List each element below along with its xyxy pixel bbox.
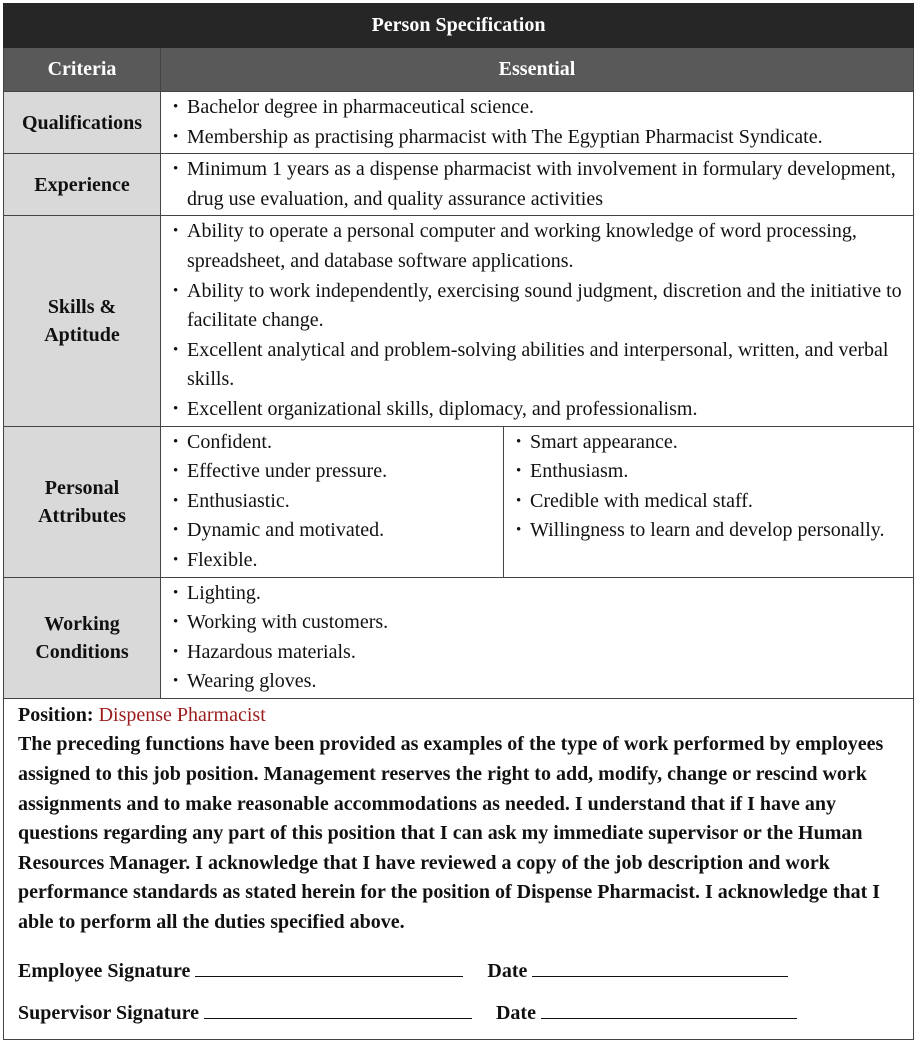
skills-cell bbox=[161, 216, 914, 426]
working-conditions-cell bbox=[161, 577, 914, 698]
skills-list bbox=[173, 217, 905, 424]
personal-attributes-right-list bbox=[516, 428, 905, 546]
acknowledgement-paragraph: The preceding functions have been provided as examples of the type of work performed by employees assigned to this job position. Management reserves the right to add, modify, change or rescind work assignments and to make reasonable accommodations as needed. I understand that if I have any questions regarding any part of this position that I can ask my immediate supervisor or the Human Resources Manager. I acknowledge that I have reviewed a copy of the job description and work performance standards as stated herein for the position of Dispense Pharmacist. I acknowledge that I able to perform all the duties specified above. bbox=[18, 733, 884, 934]
personal-attributes-right-cell bbox=[504, 426, 914, 577]
specification-table bbox=[3, 3, 914, 1040]
supervisor-signature-field[interactable] bbox=[204, 998, 472, 1019]
personal-attributes-left-cell bbox=[161, 426, 504, 577]
employee-date-field[interactable] bbox=[532, 956, 788, 977]
list-item: • Flexible. bbox=[173, 546, 495, 576]
personal-attributes-row bbox=[4, 426, 914, 577]
person-specification-document bbox=[3, 3, 913, 1040]
criteria-header: Criteria bbox=[4, 48, 161, 92]
skills-label-line2: Aptitude bbox=[44, 323, 120, 346]
document-title: Person Specification bbox=[4, 4, 914, 48]
list-item: • Willingness to learn and develop personally. bbox=[516, 516, 905, 546]
supervisor-signature-label: Supervisor Signature bbox=[18, 1002, 199, 1025]
employee-signature-label: Employee Signature bbox=[18, 959, 191, 982]
position-value: Dispense Pharmacist bbox=[98, 703, 266, 726]
working-conditions-row bbox=[4, 577, 914, 698]
position-line bbox=[18, 701, 899, 731]
qualifications-label: Qualifications bbox=[4, 92, 161, 154]
skills-row bbox=[4, 216, 914, 426]
list-item: • Ability to work independently, exercising sound judgment, discretion and the initiative to facilitate change. bbox=[173, 277, 905, 336]
supervisor-date-field[interactable] bbox=[541, 998, 797, 1019]
experience-cell bbox=[161, 154, 914, 216]
personal-attributes-label bbox=[4, 426, 161, 577]
list-item: • Excellent analytical and problem-solving abilities and interpersonal, written, and verbal skills. bbox=[173, 336, 905, 395]
experience-list bbox=[173, 155, 905, 214]
list-item: • Enthusiasm. bbox=[516, 457, 905, 487]
working-label-line1: Working bbox=[44, 612, 120, 635]
list-item: • Confident. bbox=[173, 428, 495, 458]
list-item: • Excellent organizational skills, diplomacy, and professionalism. bbox=[173, 395, 905, 425]
list-item: • Smart appearance. bbox=[516, 428, 905, 458]
list-item: • Ability to operate a personal computer and working knowledge of word processing, spreadsheet, and database software applications. bbox=[173, 217, 905, 276]
acknowledgement-cell bbox=[4, 698, 914, 1039]
employee-date-label: Date bbox=[487, 959, 528, 982]
personal-attributes-left-list bbox=[173, 428, 495, 576]
skills-label bbox=[4, 216, 161, 426]
working-conditions-label bbox=[4, 577, 161, 698]
list-item: • Credible with medical staff. bbox=[516, 487, 905, 517]
employee-signature-field[interactable] bbox=[195, 956, 463, 977]
experience-label: Experience bbox=[4, 154, 161, 216]
list-item: • Bachelor degree in pharmaceutical science. bbox=[173, 93, 905, 123]
qualifications-list bbox=[173, 93, 905, 152]
position-label: Position: bbox=[18, 703, 94, 726]
list-item: • Hazardous materials. bbox=[173, 638, 905, 668]
working-conditions-list bbox=[173, 579, 905, 697]
acknowledgement-row bbox=[4, 698, 914, 1039]
list-item: • Lighting. bbox=[173, 579, 905, 609]
skills-label-line1: Skills & bbox=[47, 295, 117, 318]
employee-signature-row bbox=[18, 956, 899, 987]
experience-row bbox=[4, 154, 914, 216]
qualifications-row bbox=[4, 92, 914, 154]
list-item: • Membership as practising pharmacist with The Egyptian Pharmacist Syndicate. bbox=[173, 123, 905, 153]
list-item: • Enthusiastic. bbox=[173, 487, 495, 517]
personal-label-line1: Personal bbox=[44, 476, 120, 499]
essential-header: Essential bbox=[161, 48, 914, 92]
supervisor-signature-row bbox=[18, 998, 899, 1029]
list-item: • Working with customers. bbox=[173, 608, 905, 638]
list-item: • Effective under pressure. bbox=[173, 457, 495, 487]
qualifications-cell bbox=[161, 92, 914, 154]
list-item: • Minimum 1 years as a dispense pharmacist with involvement in formulary development, drug use evaluation, and quality assurance activities bbox=[173, 155, 905, 214]
supervisor-date-label: Date bbox=[495, 1002, 536, 1025]
personal-label-line2: Attributes bbox=[38, 504, 126, 527]
list-item: • Wearing gloves. bbox=[173, 667, 905, 697]
list-item: • Dynamic and motivated. bbox=[173, 516, 495, 546]
working-label-line2: Conditions bbox=[35, 640, 129, 663]
